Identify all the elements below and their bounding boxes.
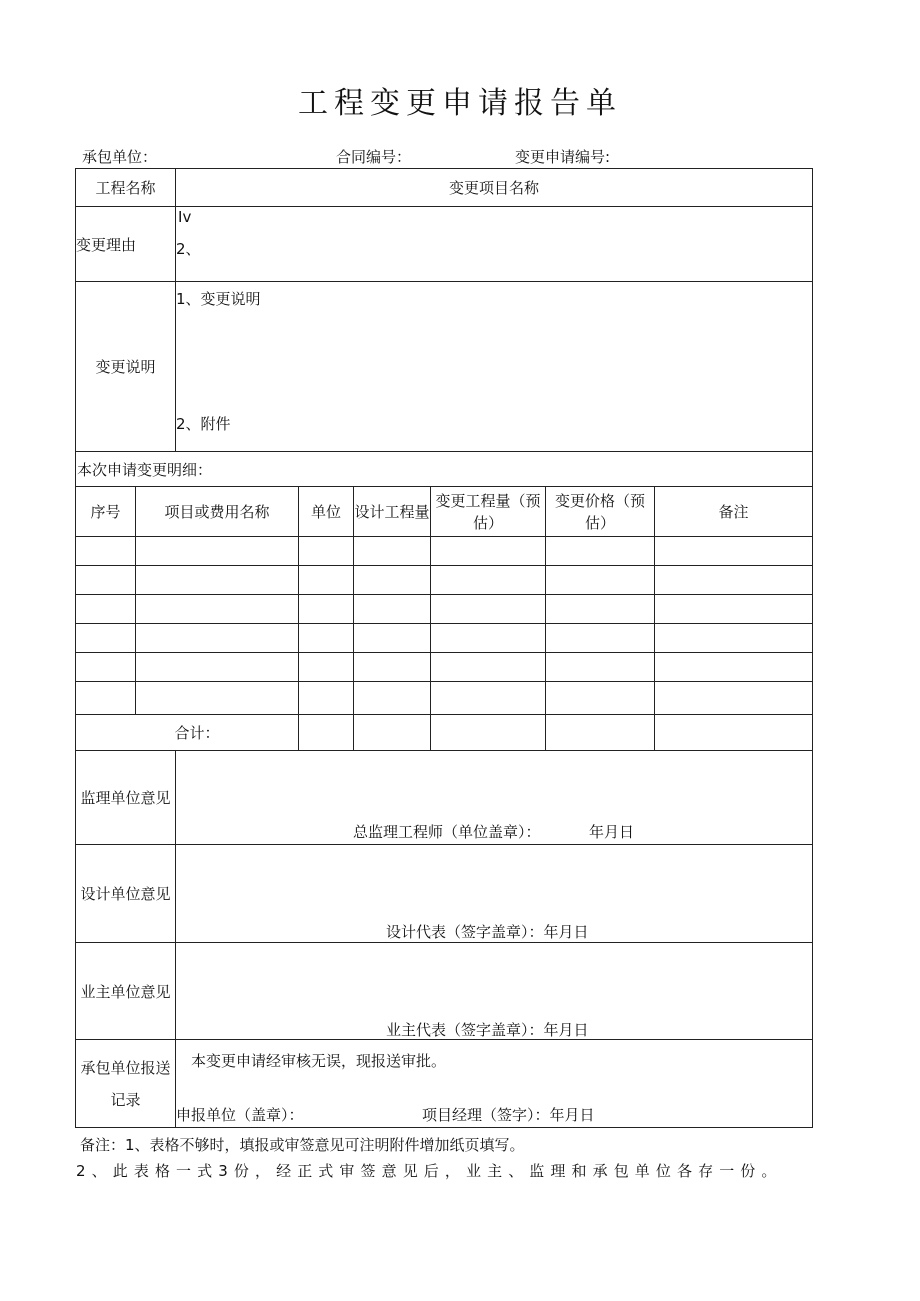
change-description-label: 变更说明 bbox=[76, 282, 176, 452]
table-cell[interactable] bbox=[354, 537, 431, 566]
table-cell[interactable] bbox=[299, 653, 354, 682]
owner-opinion-field[interactable] bbox=[176, 943, 813, 1040]
owner-sign: 业主代表（签字盖章）：年月日 bbox=[386, 1021, 589, 1039]
table-cell[interactable] bbox=[431, 682, 546, 715]
table-cell[interactable] bbox=[76, 566, 136, 595]
table-cell[interactable] bbox=[431, 653, 546, 682]
table-cell[interactable] bbox=[136, 595, 299, 624]
table-cell[interactable] bbox=[655, 682, 813, 715]
table-cell[interactable] bbox=[354, 566, 431, 595]
contractor-label: 承包单位： bbox=[82, 148, 158, 166]
change-reason-label: 变更理由 bbox=[76, 207, 176, 282]
contractor-record-label-line1: 承包单位报送 bbox=[80, 1058, 171, 1077]
table-cell[interactable] bbox=[354, 653, 431, 682]
reason-line-1: Iv bbox=[178, 208, 192, 226]
col-remarks: 备注 bbox=[655, 487, 813, 537]
total-label: 合计： bbox=[76, 715, 299, 751]
page-title: 工程变更申请报告单 bbox=[298, 86, 622, 121]
table-cell[interactable] bbox=[76, 595, 136, 624]
table-cell[interactable] bbox=[299, 595, 354, 624]
table-row bbox=[76, 682, 813, 715]
table-cell[interactable] bbox=[546, 537, 655, 566]
table-cell[interactable] bbox=[354, 595, 431, 624]
table-cell[interactable] bbox=[655, 595, 813, 624]
table-cell[interactable] bbox=[136, 566, 299, 595]
table-cell[interactable] bbox=[655, 624, 813, 653]
table-row bbox=[76, 653, 813, 682]
table-cell[interactable] bbox=[546, 682, 655, 715]
total-cell[interactable] bbox=[354, 715, 431, 751]
table-row bbox=[76, 566, 813, 595]
note-line-1: 备注：1、表格不够时，填报或审签意见可注明附件增加纸页填写。 bbox=[80, 1136, 525, 1154]
col-change-qty: 变更工程量（预估） bbox=[431, 487, 546, 537]
table-cell[interactable] bbox=[136, 653, 299, 682]
detail-heading: 本次申请变更明细： bbox=[76, 452, 813, 487]
table-row bbox=[76, 595, 813, 624]
contractor-record-label-line2: 记录 bbox=[110, 1090, 141, 1109]
applicant-sign: 申报单位（盖章）： bbox=[176, 1106, 304, 1124]
col-seq: 序号 bbox=[76, 487, 136, 537]
note-line-2: 2、此表格一式3份，经正式审签意见后，业主、监理和承包单位各存一份。 bbox=[76, 1162, 783, 1180]
table-cell[interactable] bbox=[76, 682, 136, 715]
total-cell[interactable] bbox=[431, 715, 546, 751]
table-cell[interactable] bbox=[655, 566, 813, 595]
col-item-name: 项目或费用名称 bbox=[136, 487, 299, 537]
table-cell[interactable] bbox=[354, 682, 431, 715]
table-row bbox=[76, 537, 813, 566]
table-cell[interactable] bbox=[136, 537, 299, 566]
table-cell[interactable] bbox=[431, 595, 546, 624]
reason-line-2: 2、 bbox=[176, 240, 201, 258]
table-cell[interactable] bbox=[546, 624, 655, 653]
table-cell[interactable] bbox=[76, 653, 136, 682]
supervision-opinion-field[interactable] bbox=[176, 751, 813, 845]
change-request-form bbox=[75, 168, 813, 1128]
table-cell[interactable] bbox=[136, 624, 299, 653]
table-cell[interactable] bbox=[136, 682, 299, 715]
contractor-record-label bbox=[76, 1040, 176, 1128]
table-cell[interactable] bbox=[431, 624, 546, 653]
col-change-price: 变更价格（预估） bbox=[546, 487, 655, 537]
table-cell[interactable] bbox=[299, 624, 354, 653]
change-description-field[interactable] bbox=[176, 282, 813, 452]
table-cell[interactable] bbox=[546, 566, 655, 595]
total-cell[interactable] bbox=[655, 715, 813, 751]
table-cell[interactable] bbox=[299, 682, 354, 715]
contractor-statement: 本变更申请经审核无误，现报送审批。 bbox=[191, 1052, 447, 1070]
table-cell[interactable] bbox=[76, 624, 136, 653]
design-opinion-field[interactable] bbox=[176, 845, 813, 943]
col-unit: 单位 bbox=[299, 487, 354, 537]
table-cell[interactable] bbox=[76, 537, 136, 566]
contract-number-label: 合同编号： bbox=[336, 148, 412, 166]
change-item-name-label: 变更项目名称 bbox=[176, 169, 813, 207]
description-line-2: 2、附件 bbox=[176, 415, 231, 433]
total-cell[interactable] bbox=[546, 715, 655, 751]
description-line-1: 1、变更说明 bbox=[176, 290, 261, 308]
total-cell[interactable] bbox=[299, 715, 354, 751]
owner-opinion-label: 业主单位意见 bbox=[76, 943, 176, 1040]
table-cell[interactable] bbox=[546, 595, 655, 624]
project-name-label: 工程名称 bbox=[76, 169, 176, 207]
table-cell[interactable] bbox=[546, 653, 655, 682]
manager-sign: 项目经理（签字）：年月日 bbox=[422, 1106, 595, 1124]
table-row bbox=[76, 624, 813, 653]
supervision-date: 年月日 bbox=[589, 823, 635, 841]
change-number-label: 变更申请编号: bbox=[515, 148, 611, 166]
table-cell[interactable] bbox=[354, 624, 431, 653]
supervision-opinion-label: 监理单位意见 bbox=[76, 751, 176, 845]
table-cell[interactable] bbox=[299, 537, 354, 566]
table-cell[interactable] bbox=[431, 566, 546, 595]
table-cell[interactable] bbox=[655, 653, 813, 682]
table-cell[interactable] bbox=[431, 537, 546, 566]
change-reason-field[interactable] bbox=[176, 207, 813, 282]
design-sign: 设计代表（签字盖章）：年月日 bbox=[386, 923, 589, 941]
table-cell[interactable] bbox=[655, 537, 813, 566]
contractor-record-field[interactable] bbox=[176, 1040, 813, 1128]
design-opinion-label: 设计单位意见 bbox=[76, 845, 176, 943]
table-cell[interactable] bbox=[299, 566, 354, 595]
supervision-sign: 总监理工程师（单位盖章）： bbox=[353, 823, 541, 841]
col-design-qty: 设计工程量 bbox=[354, 487, 431, 537]
